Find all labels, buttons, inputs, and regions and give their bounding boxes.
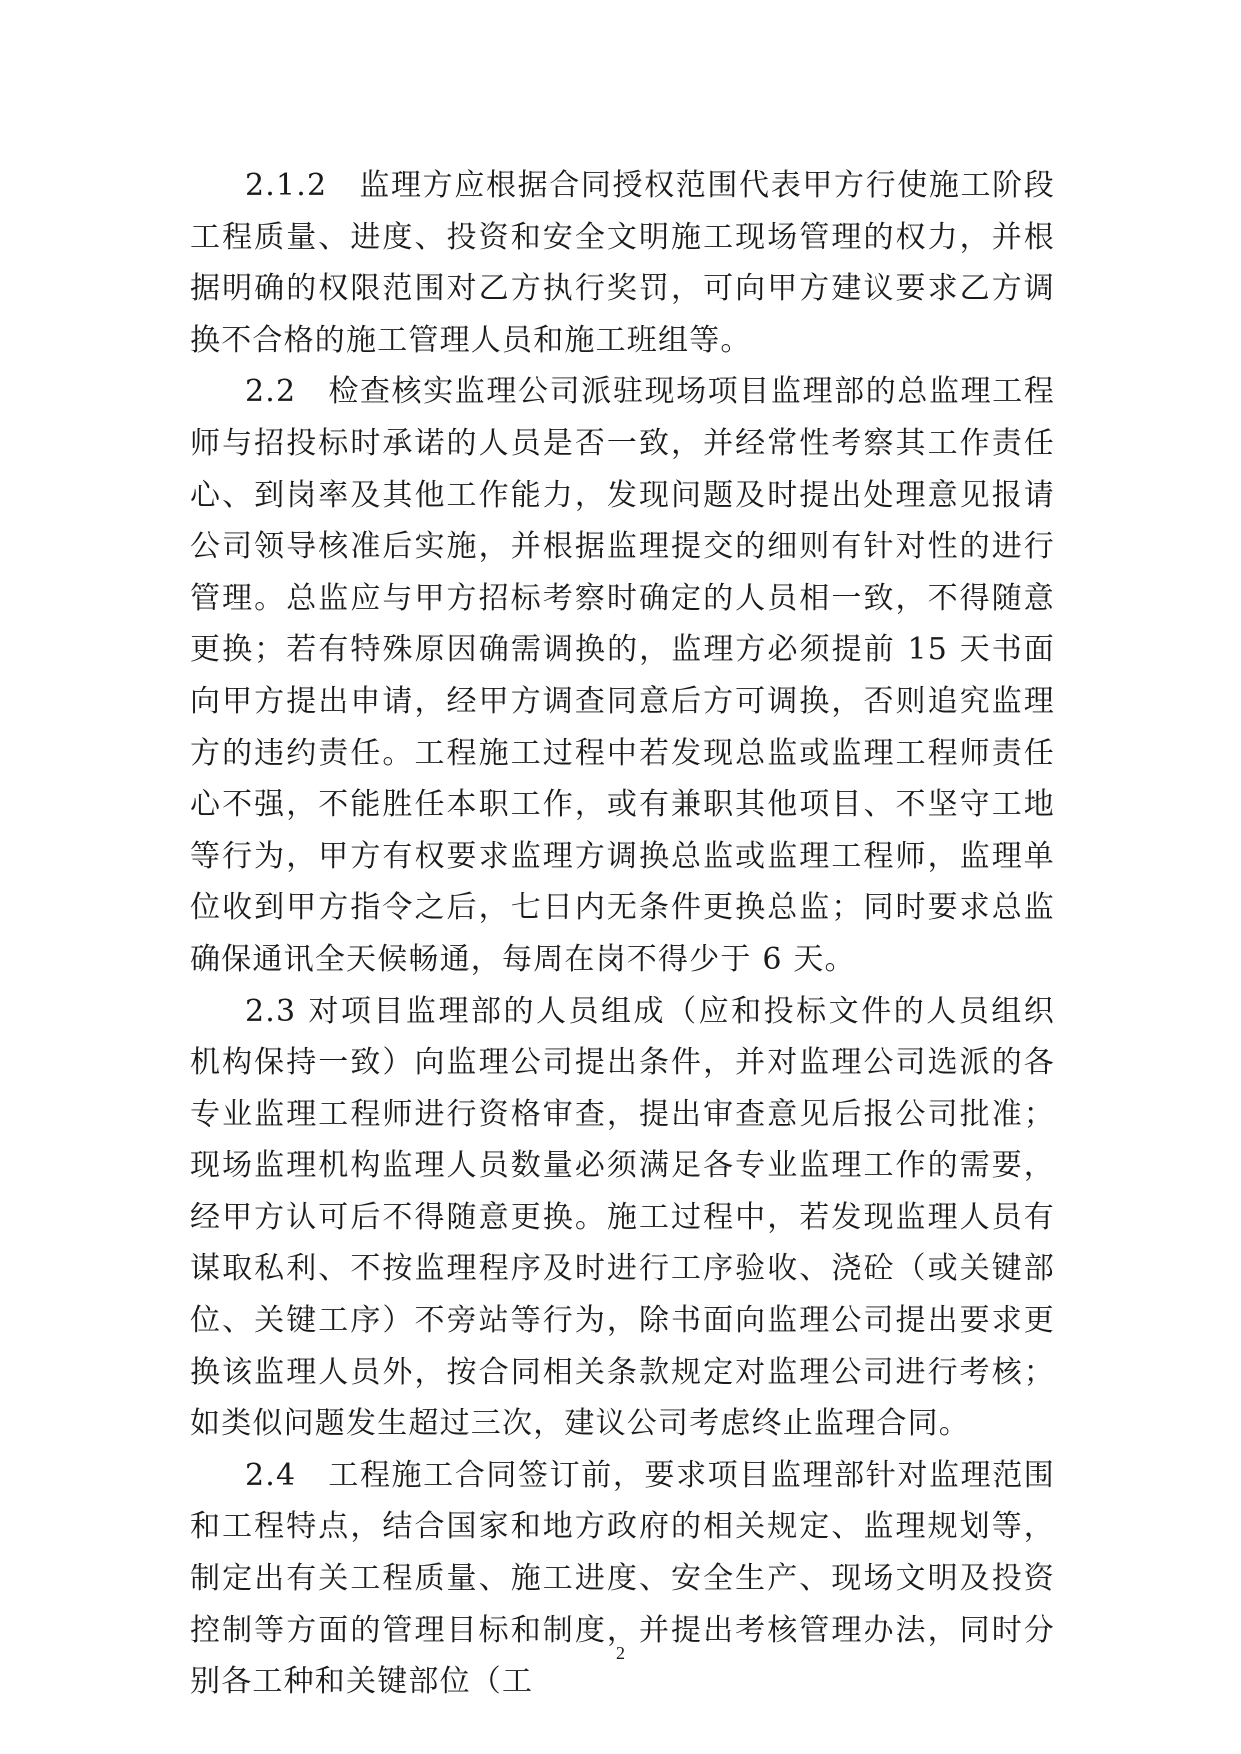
body-text [190,160,1055,1708]
paragraph-2-2: 2.2 检查核实监理公司派驻现场项目监理部的总监理工程师与招投标时承诺的人员是否一致，并经常性考察其工作责任心、到岗率及其他工作能力，发现问题及时提出处理意见报请公司领导核准后实施，并根据监理提交的细则有针对性的进行管理。总监应与甲方招标考察时确定的人员相一致，不得随意更换；若有特殊原因确需调换的，监理方必须提前 15 天书面向甲方提出申请，经甲方调查同意后方可调换，否则追究监理方的违约责任。工程施工过程中若发现总监或监理工程师责任心不强，不能胜任本职工作，或有兼职其他项目、不坚守工地等行为，甲方有权要求监理方调换总监或监理工程师，监理单位收到甲方指令之后，七日内无条件更换总监；同时要求总监确保通讯全天候畅通，每周在岗不得少于 6 天。 [190,374,1055,977]
paragraph-2-4: 2.4 工程施工合同签订前，要求项目监理部针对监理范围和工程特点，结合国家和地方政府的相关规定、监理规划等，制定出有关工程质量、施工进度、安全生产、现场文明及投资控制等方面的管理目标和制度，并提出考核管理办法，同时分别各工种和关键部位（工 [190,1457,1055,1700]
paragraph-2-1-2: 2.1.2 监理方应根据合同授权范围代表甲方行使施工阶段工程质量、进度、投资和安全文明施工现场管理的权力，并根据明确的权限范围对乙方执行奖罚，可向甲方建议要求乙方调换不合格的施工管理人员和施工班组等。 [190,168,1055,358]
page-number: 2 [616,1643,625,1663]
paragraph-2-3: 2.3 对项目监理部的人员组成（应和投标文件的人员组织机构保持一致）向监理公司提出条件，并对监理公司选派的各专业监理工程师进行资格审查，提出审查意见后报公司批准；现场监理机构监理人员数量必须满足各专业监理工作的需要，经甲方认可后不得随意更换。施工过程中，若发现监理人员有谋取私利、不按监理程序及时进行工序验收、浇砼（或关键部位、关键工序）不旁站等行为，除书面向监理公司提出要求更换该监理人员外，按合同相关条款规定对监理公司进行考核；如类似问题发生超过三次，建议公司考虑终止监理合同。 [190,993,1055,1442]
